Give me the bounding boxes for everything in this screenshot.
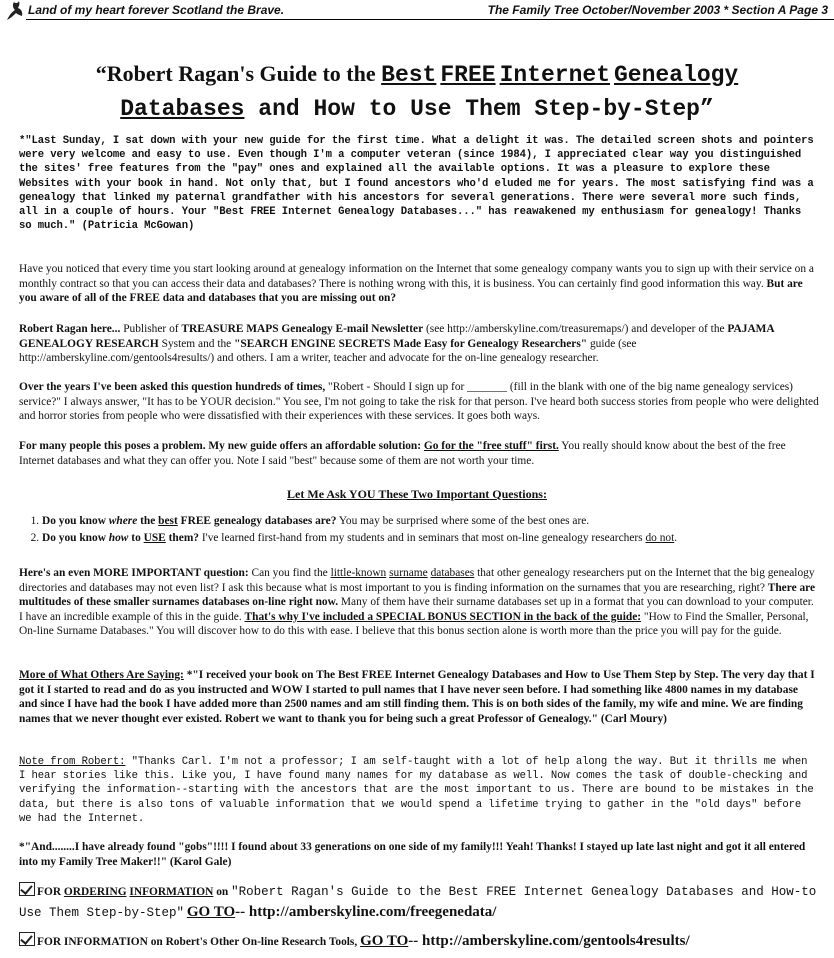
solution-paragraph: For many people this poses a problem. My new guide offers an affordable solution: Go for the "free stuff" first. You really should know about the best of the free Internet databases and what they can offer you. Note I said "best" because some of them are not worth your time. [19,440,786,467]
testimonial-gale: *"And........I have already found "gobs"!!!! I found about 33 generations on one side of my family!!! Yeah! Thanks! I stayed up late last night and got it all entered into my Family Tree Maker!!" (Karol Gale) [19,841,806,868]
checkmark-icon [19,882,35,896]
testimonial-mcgowan: *"Last Sunday, I sat down with your new guide for the first time. What a delight it was. The detailed screen shots and pointers were very welcome and easy to use. Even though I'm a computer veteran (since 1984), I appreciated clear way you distinguished the sites' free features from the "pay" ones and explained all the available options. It was a pleasure to explore these Websites with your book in hand. Not only that, but I found ancestors who'd eluded me for years. The most satisfying find was a genealogy that linked my paternal grandfather with his ancestors for several generations. There were several more such finds, all in a couple of hours. Your "Best FREE Internet Genealogy Databases..." has reawakened my enthusiasm for genealogy! Thanks so much." (Patricia McGowan) [19,135,814,233]
intro-paragraph: Have you noticed that every time you start looking around at genealogy information on the Internet that some genealogy company wants you to sign up with their service on a monthly contract so that you can access their data and databases? There is nothing wrong with this, it is business. You can certainly find good information this way. But are you aware of all of the FREE data and databases that you are missing out on? [19,263,814,304]
ordering-goto-link[interactable]: GO TO [186,904,236,920]
article-title: “Robert Ragan's Guide to the Best FREE Internet Genealogy Databases and How to Use Them Step-by-Step” [95,61,739,122]
questions-list [20,514,820,547]
ordering-info-line: FOR ORDERING INFORMATION on "Robert Ragan's Guide to the Best FREE Internet Genealogy Databases and How-to Use Them Step-by-Step" GO TO-- http://amberskyline.com/freegenedata/ [19,882,819,923]
page-header [0,0,834,22]
ordering-url[interactable]: -- http://amberskyline.com/freegenedata/ [235,904,497,920]
testimonial-moury: More of What Others Are Saying: *"I received your book on The Best FREE Internet Genealogy Databases and How to Use Them Step by Step. The very day that I got it I started to read and do as you instructed and WOW I started to pull names that I have never seen before. I had something like 4800 names in my database and since I have had the book I have added more than 2500 names and am still finding them. This is on both sides of the family, my wife and mine. We are finding names that we never thought ever existed. Robert we want to thank you for being such a great Professor of Genealogy." (Carl Moury) [19,669,815,725]
about-author-paragraph: Robert Ragan here... Publisher of TREASURE MAPS Genealogy E-mail Newsletter (see http://amberskyline.com/treasuremaps/) and developer of the PAJAMA GENEALOGY RESEARCH System and the "SEARCH ENGINE SECRETS Made Easy for Genealogy Researchers" guide (see http://amberskyline.com/gentools4results/) and others. I am a writer, teacher and advocate for the on-line genealogy researcher. [19,323,775,364]
tools-goto-link[interactable]: GO TO [360,933,409,949]
note-from-robert: Note from Robert: "Thanks Carl. I'm not a professor; I am self-taught with a lot of help along the way. But it thrills me when I hear stories like this. Like you, I have found many names for my database as well. Now comes the task of double-checking and verifying the information--starting with the ancestors that are the most important to us. There are bound to be mistakes in the data, but there is also tons of valuable information that we would spend a lifetime trying to gather in the "old days" before we had the Internet. [19,756,814,825]
surname-databases-paragraph: Here's an even MORE IMPORTANT question: Can you find the little-known surname databases that other genealogy researchers put on the Internet that the big genealogy directories and databases may not even list? I ask this because what is most important to you is finding information on the surnames that you are researching, right? There are multitudes of these smaller surnames databases on-line right now. Many of them have their surname databases set up in a format that you can download to your computer. I have an incredible example of this in the guide. That's why I've included a SPECIAL BONUS SECTION in the back of the guide: "How to Find the Smaller, Personal, On-line Surname Databases." You will discover how to do this with ease. I believe that this bonus section alone is worth more than the price you will pay for the guide. [19,567,816,637]
thistle-logo-icon [4,0,26,22]
research-tools-line: FOR INFORMATION on Robert's Other On-line Research Tools, GO TO-- http://amberskyline.com/gentools4results/ [19,931,819,952]
tools-url[interactable]: -- http://amberskyline.com/gentools4results/ [408,933,690,949]
header-motto: Land of my heart forever Scotland the Brave. [28,3,285,17]
question-2: 2. Do you know how to USE them? I've learned first-hand from my students and in seminars that most on-line genealogy researchers do not. [42,531,820,546]
checkmark-icon [19,932,35,946]
questions-heading: Let Me Ask YOU These Two Important Questions: [287,487,547,501]
question-paragraph: Over the years I've been asked this question hundreds of times, "Robert - Should I sign up for _______ (fill in the blank with one of the big name genealogy services) service?" I always answer, "It has to be YOUR decision." You see, I'm not going to take the risk for that person. I've heard both success stories from people who were delighted and horror stories from people who were dissatisfied with their experiences with these services. It goes both ways. [19,381,819,422]
header-issue: The Family Tree October/November 2003 * Section A Page 3 [487,3,828,17]
question-1: 1. Do you know where the best FREE genealogy databases are? You may be surprised where some of the best ones are. [42,514,820,529]
header-rule [26,19,834,20]
